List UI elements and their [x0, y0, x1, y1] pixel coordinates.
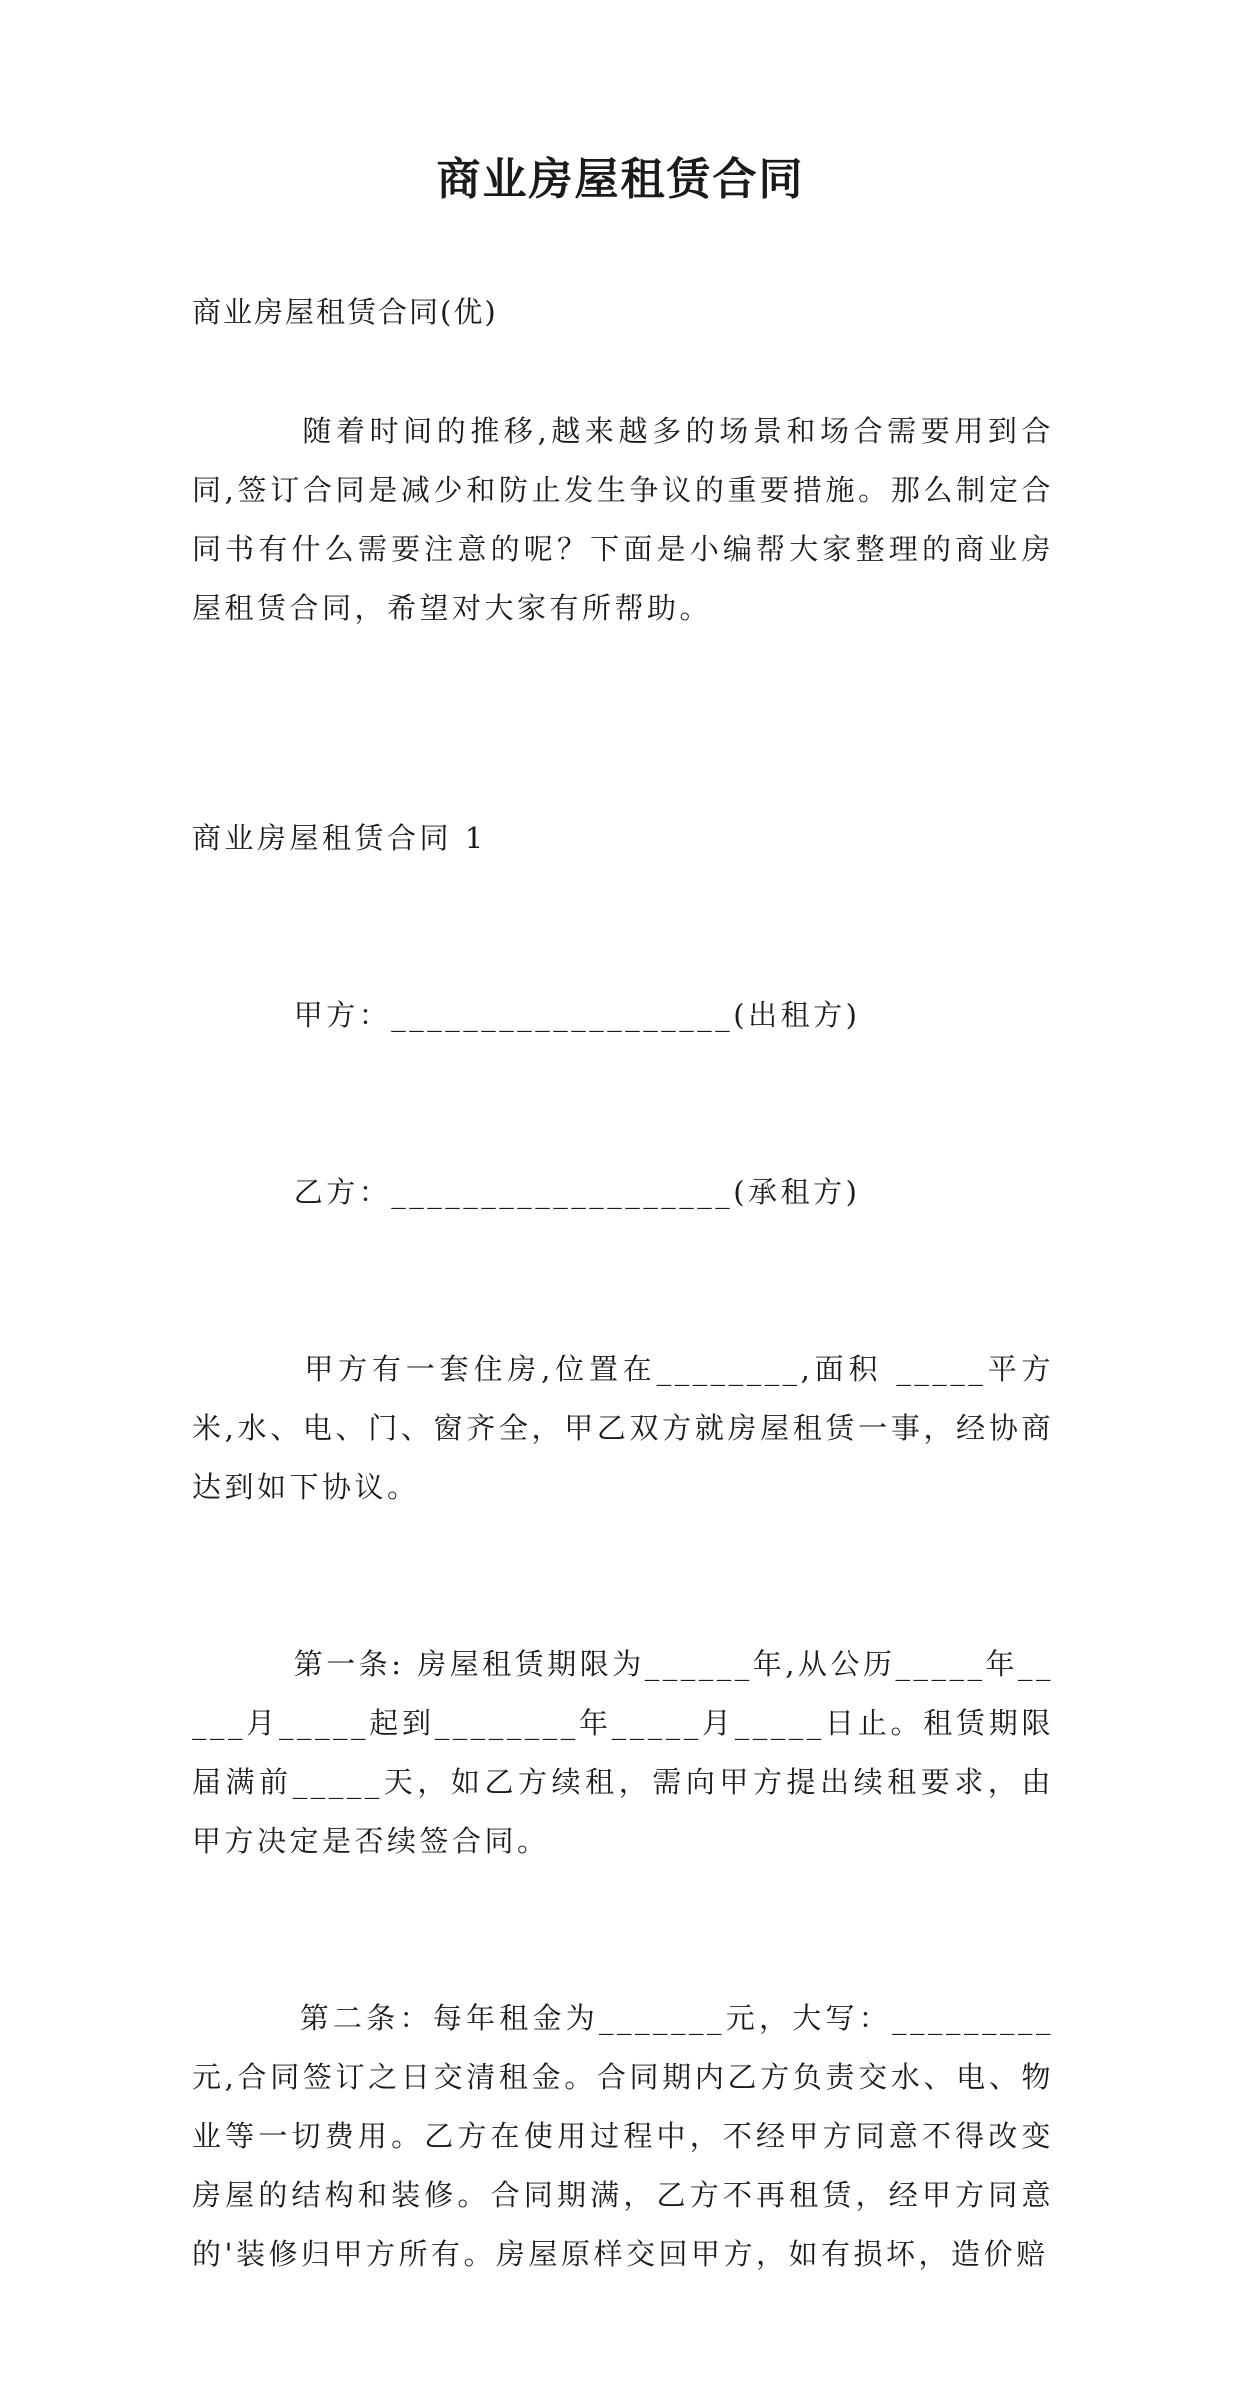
contract-section	[192, 691, 1054, 2402]
article-2-paragraph: 第二条：每年租金为_______元，大写：_________元,合同签订之日交清租金。合同期内乙方负责交水、电、物业等一切费用。乙方在使用过程中，不经甲方同意不得改变房屋的结构和装修。合同期满，乙方不再租赁，经甲方同意的'装修归甲方所有。房屋原样交回甲方，如有损坏，造价赔	[192, 2001, 1054, 2271]
party-b-line: 乙方：___________________(承租方)	[192, 1175, 861, 1209]
section-heading: 商业房屋租赁合同 1	[192, 821, 487, 855]
article-1-paragraph: 第一条: 房屋租赁期限为______年,从公历_____年_____月_____起到________年_____月_____日止。租赁期限届满前_____天，如乙方续租，需向甲方提出续租要求，由甲方决定是否续签合同。	[192, 1647, 1054, 1858]
document-subtitle: 商业房屋租赁合同(优)	[192, 295, 498, 329]
party-a-line: 甲方：___________________(出租方)	[192, 998, 861, 1032]
intro-paragraph: 随着时间的推移,越来越多的场景和场合需要用到合同,签订合同是减少和防止发生争议的重要措施。那么制定合同书有什么需要注意的呢？下面是小编帮大家整理的商业房屋租赁合同，希望对大家有所帮助。	[192, 414, 1054, 625]
document-title: 商业房屋租赁合同	[436, 154, 805, 205]
property-paragraph: 甲方有一套住房,位置在________,面积 _____平方米,水、电、门、窗齐全，甲乙双方就房屋租赁一事，经协商达到如下协议。	[192, 1352, 1055, 1504]
